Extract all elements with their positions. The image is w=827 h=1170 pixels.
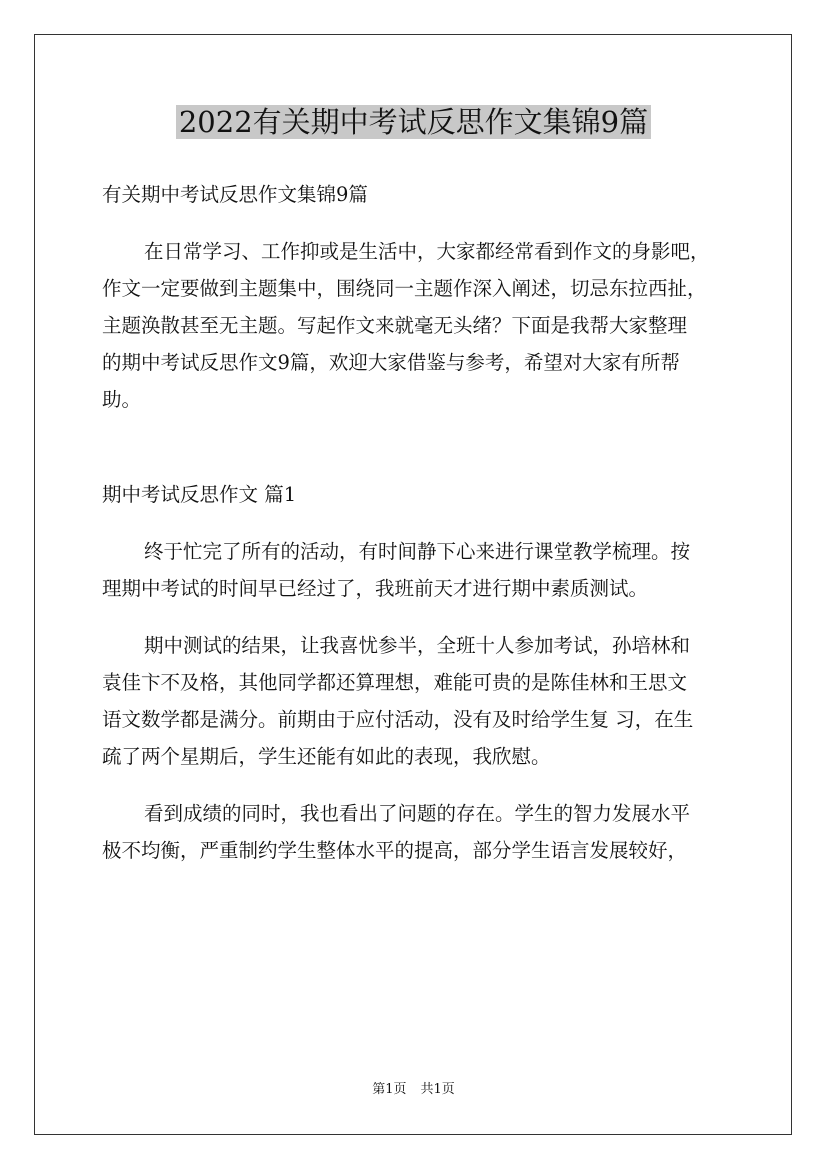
paragraph-1 (102, 533, 728, 607)
paragraph-line: 理期中考试的时间早已经过了，我班前天才进行期中素质测试。 (102, 577, 649, 600)
paragraph-line: 终于忙完了所有的活动，有时间静下心来进行课堂教学梳理。按 (144, 540, 691, 563)
spacer (102, 775, 728, 795)
section-heading: 期中考试反思作文 篇1 (102, 483, 297, 506)
page-footer (0, 1081, 827, 1099)
intro-line: 助。 (102, 388, 142, 411)
intro-paragraph (102, 233, 728, 418)
page-total: 共1页 (420, 1082, 455, 1097)
intro-line: 主题涣散甚至无主题。写起作文来就毫无头绪？下面是我帮大家整理 (102, 314, 688, 337)
intro-line: 的期中考试反思作文9篇，欢迎大家借鉴与参考，希望对大家有所帮 (102, 351, 680, 374)
spacer (102, 213, 728, 233)
paragraph-line: 疏了两个星期后，学生还能有如此的表现，我欣慰。 (102, 745, 551, 768)
paragraph-2 (102, 627, 728, 775)
intro-line: 在日常学习、工作抑或是生活中，大家都经常看到作文的身影吧， (144, 240, 710, 263)
intro-line: 作文一定要做到主题集中，围绕同一主题作深入阐述，切忌东拉西扯， (102, 277, 707, 300)
document-body (102, 176, 728, 869)
document-title (0, 102, 827, 142)
subtitle: 有关期中考试反思作文集锦9篇 (102, 183, 368, 206)
spacer (102, 513, 728, 533)
page-number: 第1页 (372, 1082, 407, 1097)
paragraph-line: 看到成绩的同时，我也看出了问题的存在。学生的智力发展水平 (144, 802, 691, 825)
paragraph-line: 语文数学都是满分。前期由于应付活动，没有及时给学生复 习，在生 (102, 708, 694, 731)
spacer (102, 607, 728, 627)
paragraph-line: 极不均衡，严重制约学生整体水平的提高，部分学生语言发展较好， (102, 839, 688, 862)
paragraph-3 (102, 795, 728, 869)
title-text: 2022有关期中考试反思作文集锦9篇 (176, 105, 651, 139)
paragraph-line: 期中测试的结果，让我喜忧参半，全班十人参加考试，孙培林和 (144, 634, 691, 657)
spacer (102, 418, 728, 476)
paragraph-line: 袁佳卞不及格，其他同学都还算理想，难能可贵的是陈佳林和王思文 (102, 671, 688, 694)
